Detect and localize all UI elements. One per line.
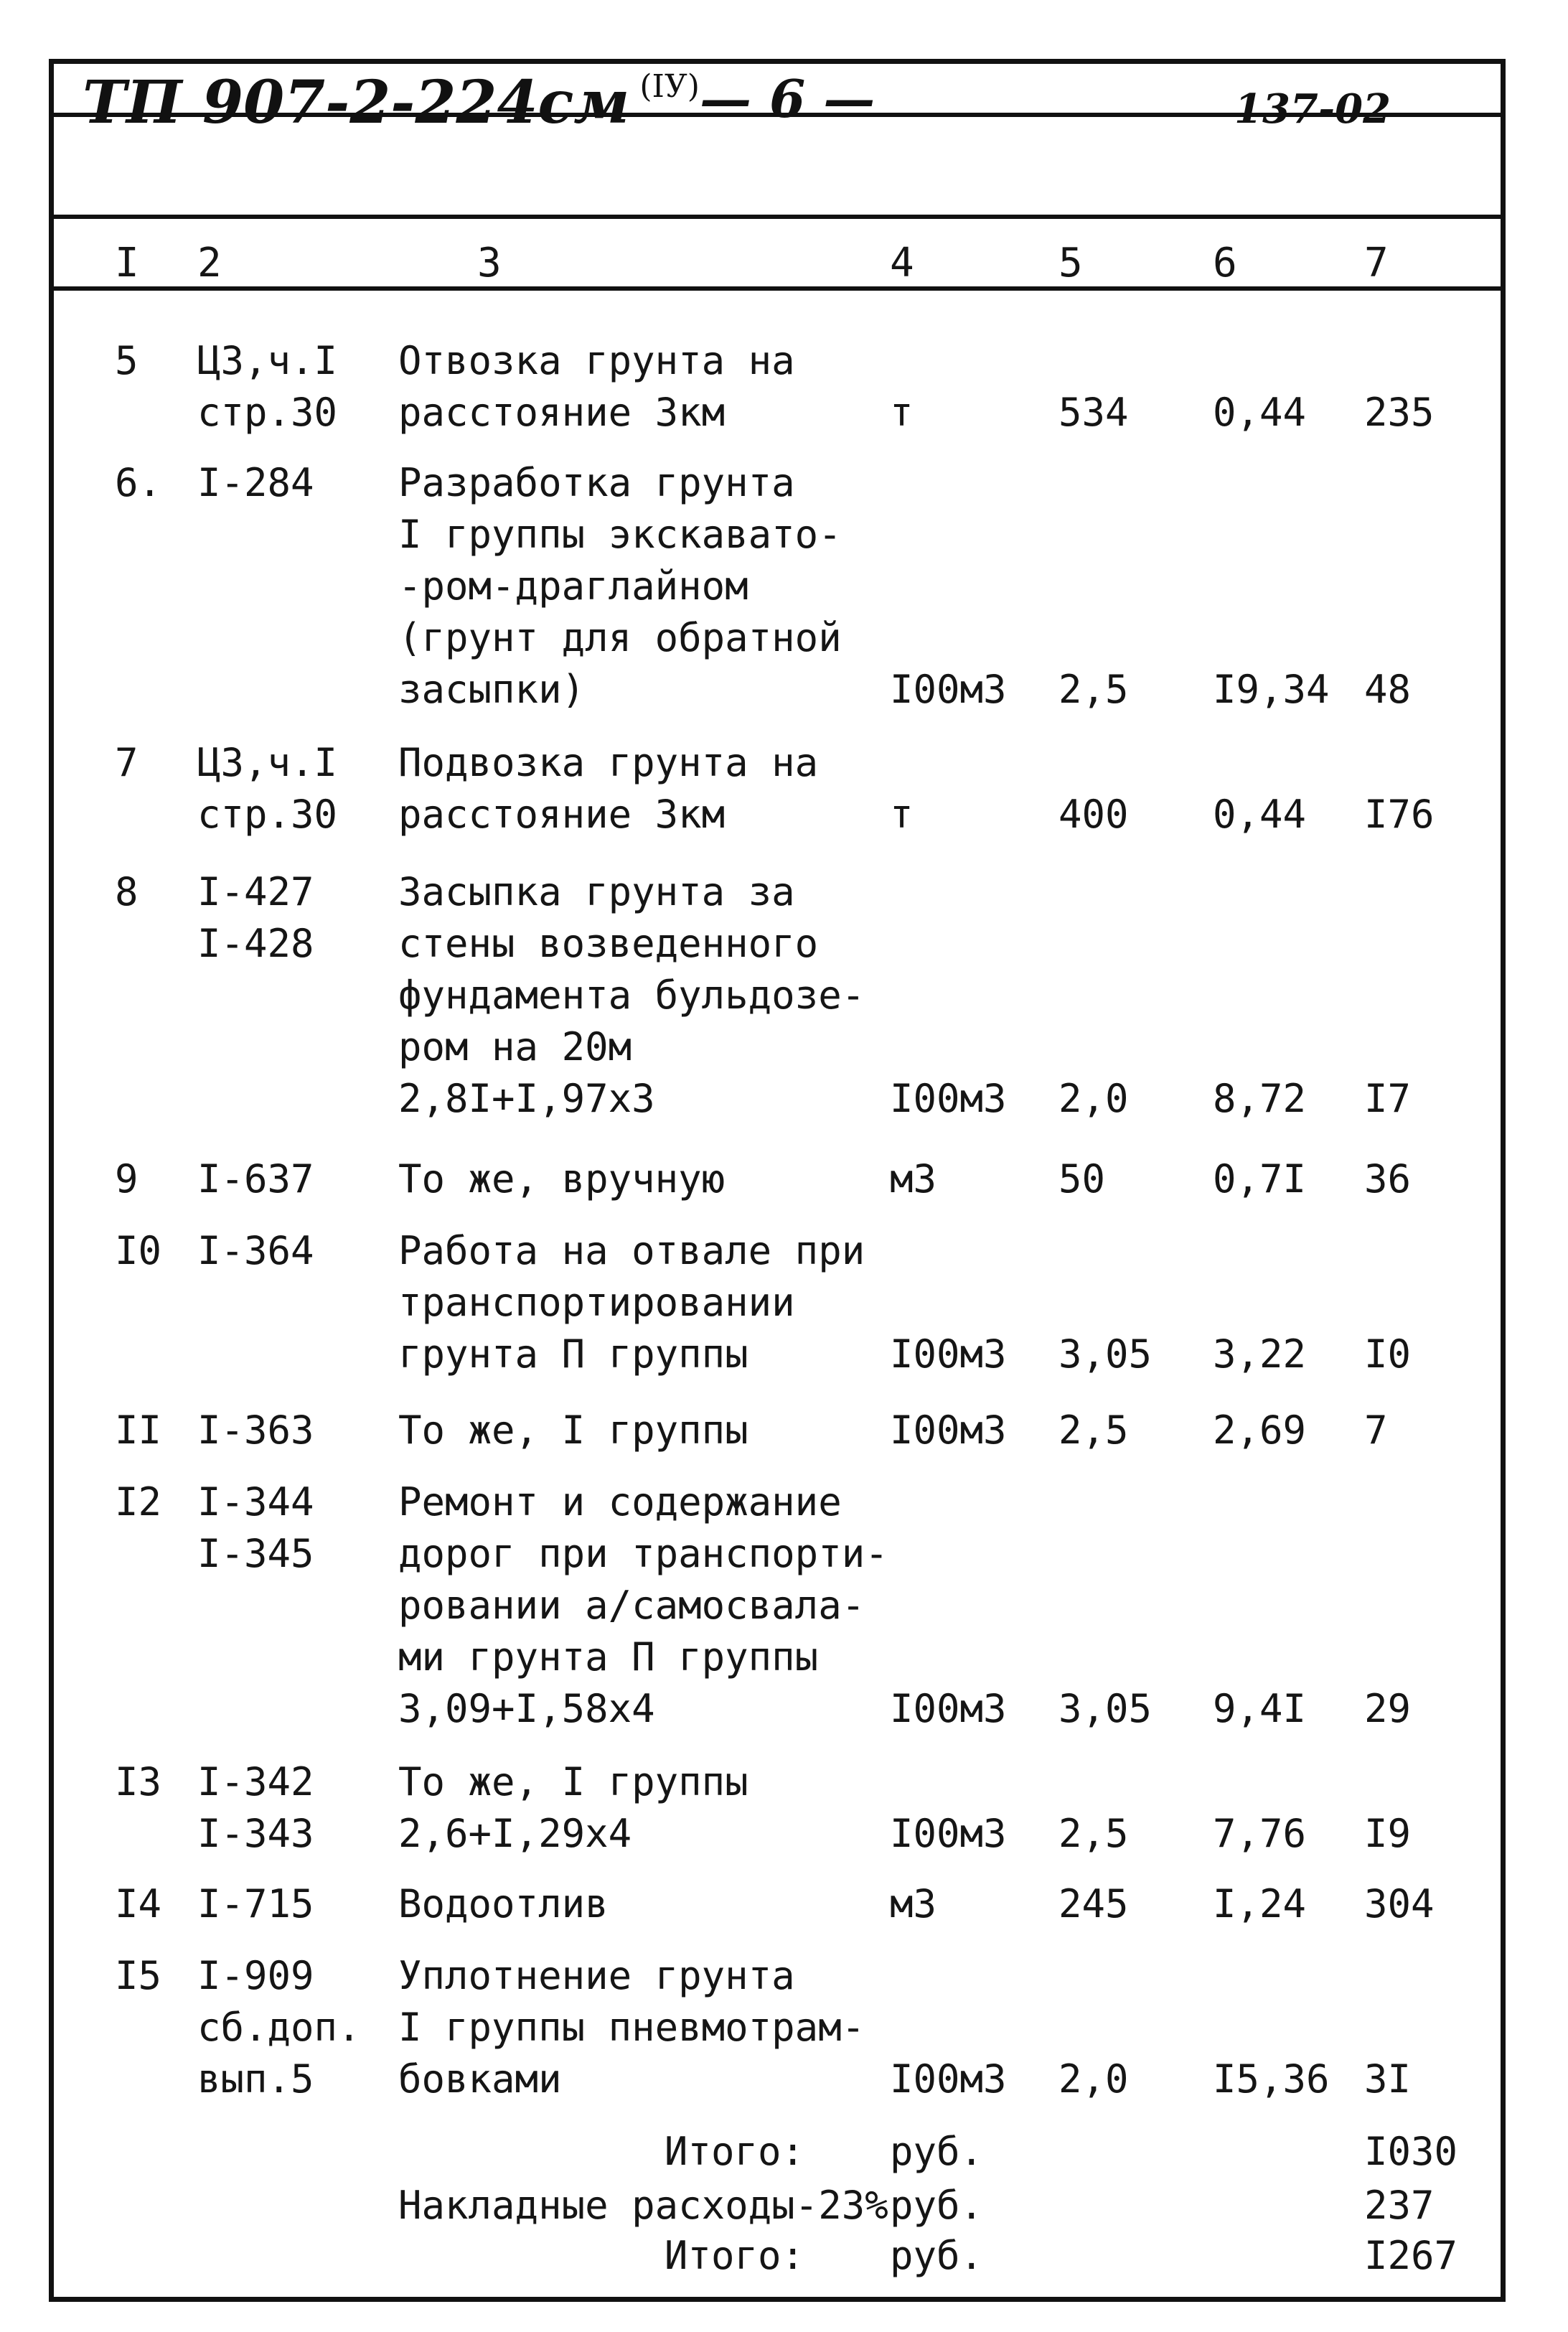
- column-header: I: [115, 240, 139, 286]
- unit-price-cell: 7,76: [1213, 1811, 1307, 1856]
- document-code-text: ТП 907-2-224см: [83, 68, 630, 137]
- column-header: 6: [1213, 240, 1237, 286]
- unit-price-cell: I9,34: [1213, 667, 1330, 712]
- unit-price-cell: I5,36: [1213, 2056, 1330, 2102]
- norm-reference: I-284: [197, 460, 314, 505]
- work-description: Разработка грунта: [398, 460, 795, 505]
- column-header: 3: [477, 240, 502, 286]
- work-description: ми грунта П группы: [398, 1634, 819, 1680]
- work-description: Отвозка грунта на: [398, 338, 795, 383]
- quantity-cell: 245: [1058, 1881, 1129, 1926]
- row-number: 9: [115, 1156, 139, 1202]
- total-cell: I7: [1364, 1076, 1412, 1121]
- work-description: I группы экскавато-: [398, 512, 842, 557]
- total-cell: I9: [1364, 1811, 1412, 1856]
- totals-unit: руб.: [890, 2183, 984, 2228]
- total-cell: 235: [1364, 390, 1435, 435]
- row-number: II: [115, 1408, 162, 1453]
- header-divider: [54, 113, 1501, 117]
- quantity-cell: 50: [1058, 1156, 1106, 1202]
- quantity-cell: 3,05: [1058, 1331, 1152, 1377]
- quantity-cell: 400: [1058, 792, 1129, 837]
- row-number: I5: [115, 1953, 162, 1998]
- unit-cell: I00м3: [890, 1076, 1007, 1121]
- work-description: Водоотлив: [398, 1881, 609, 1926]
- total-cell: 29: [1364, 1686, 1412, 1731]
- column-header: 4: [890, 240, 914, 286]
- unit-cell: м3: [890, 1156, 937, 1202]
- norm-reference: сб.доп.: [197, 2005, 361, 2050]
- series-number: 137-02: [1234, 85, 1391, 133]
- totals-label: Накладные расходы-23%: [398, 2183, 888, 2228]
- quantity-cell: 2,5: [1058, 1408, 1129, 1453]
- quantity-cell: 2,0: [1058, 2056, 1129, 2102]
- unit-price-cell: 0,44: [1213, 792, 1307, 837]
- unit-price-cell: 8,72: [1213, 1076, 1307, 1121]
- column-header: 2: [197, 240, 222, 286]
- row-number: I2: [115, 1479, 162, 1525]
- totals-value: 237: [1364, 2183, 1435, 2228]
- totals-value: I030: [1364, 2129, 1458, 2174]
- work-description: засыпки): [398, 667, 586, 712]
- unit-price-cell: 2,69: [1213, 1408, 1307, 1453]
- work-description: -ром-драглайном: [398, 563, 748, 609]
- column-header: 5: [1058, 240, 1083, 286]
- work-description: фундамента бульдозе-: [398, 973, 865, 1018]
- unit-cell: I00м3: [890, 667, 1007, 712]
- row-number: I0: [115, 1228, 162, 1273]
- quantity-cell: 2,5: [1058, 1811, 1129, 1856]
- row-number: I4: [115, 1881, 162, 1926]
- unit-cell: I00м3: [890, 2056, 1007, 2102]
- document-code: [83, 68, 700, 176]
- norm-reference: стр.30: [197, 390, 338, 435]
- work-description: Засыпка грунта за: [398, 869, 795, 914]
- work-description: стены возведенного: [398, 921, 819, 966]
- quantity-cell: 3,05: [1058, 1686, 1152, 1731]
- norm-reference: вып.5: [197, 2056, 314, 2102]
- quantity-cell: 2,0: [1058, 1076, 1129, 1121]
- unit-cell: м3: [890, 1881, 937, 1926]
- norm-reference: ЦЗ,ч.I: [197, 338, 338, 383]
- total-cell: 7: [1364, 1408, 1388, 1453]
- norm-reference: I-715: [197, 1881, 314, 1926]
- unit-price-cell: 0,44: [1213, 390, 1307, 435]
- work-description: транспортировании: [398, 1280, 795, 1325]
- work-description: Ремонт и содержание: [398, 1479, 842, 1525]
- work-description: расстояние 3км: [398, 792, 726, 837]
- unit-cell: т: [890, 390, 914, 435]
- unit-price-cell: 9,4I: [1213, 1686, 1307, 1731]
- norm-reference: I-637: [197, 1156, 314, 1202]
- norm-reference: I-428: [197, 921, 314, 966]
- row-number: 8: [115, 869, 139, 914]
- totals-label: Итого:: [664, 2233, 804, 2278]
- work-description: То же, I группы: [398, 1408, 748, 1453]
- total-cell: 304: [1364, 1881, 1435, 1926]
- norm-reference: I-343: [197, 1811, 314, 1856]
- totals-label: Итого:: [664, 2129, 804, 2174]
- work-description: Работа на отвале при: [398, 1228, 865, 1273]
- row-number: 6.: [115, 460, 162, 505]
- norm-reference: I-363: [197, 1408, 314, 1453]
- quantity-cell: 2,5: [1058, 667, 1129, 712]
- work-description: Подвозка грунта на: [398, 740, 819, 785]
- row-number: 5: [115, 338, 139, 383]
- work-description: бовками: [398, 2056, 562, 2102]
- norm-reference: I-342: [197, 1759, 314, 1804]
- unit-price-cell: 3,22: [1213, 1331, 1307, 1377]
- work-description: 2,8I+I,97x3: [398, 1076, 655, 1121]
- work-description: 2,6+I,29x4: [398, 1811, 632, 1856]
- unit-cell: т: [890, 792, 914, 837]
- norm-reference: I-427: [197, 869, 314, 914]
- total-cell: 48: [1364, 667, 1412, 712]
- total-cell: I76: [1364, 792, 1435, 837]
- work-description: (грунт для обратной: [398, 615, 842, 660]
- document-sheet: [49, 59, 1506, 2302]
- norm-reference: ЦЗ,ч.I: [197, 740, 338, 785]
- total-cell: I0: [1364, 1331, 1412, 1377]
- norm-reference: I-364: [197, 1228, 314, 1273]
- column-header: 7: [1364, 240, 1389, 286]
- total-cell: 3I: [1364, 2056, 1412, 2102]
- quantity-cell: 534: [1058, 390, 1129, 435]
- volume-label: (IУ): [639, 68, 700, 105]
- work-description: грунта П группы: [398, 1331, 748, 1377]
- unit-price-cell: I,24: [1213, 1881, 1307, 1926]
- norm-reference: I-344: [197, 1479, 314, 1525]
- unit-price-cell: 0,7I: [1213, 1156, 1307, 1202]
- unit-cell: I00м3: [890, 1686, 1007, 1731]
- norm-reference: стр.30: [197, 792, 338, 837]
- totals-unit: руб.: [890, 2233, 984, 2278]
- row-number: 7: [115, 740, 139, 785]
- work-description: ровании а/самосвала-: [398, 1583, 865, 1628]
- totals-value: I267: [1364, 2233, 1458, 2278]
- unit-cell: I00м3: [890, 1811, 1007, 1856]
- work-description: Уплотнение грунта: [398, 1953, 795, 1998]
- page-number: — 6 —: [700, 68, 875, 129]
- work-description: дорог при транспорти-: [398, 1531, 888, 1576]
- work-description: расстояние 3км: [398, 390, 726, 435]
- norm-reference: I-345: [197, 1531, 314, 1576]
- work-description: 3,09+I,58x4: [398, 1686, 655, 1731]
- work-description: I группы пневмотрам-: [398, 2005, 865, 2050]
- work-description: То же, I группы: [398, 1759, 748, 1804]
- work-description: ром на 20м: [398, 1024, 632, 1069]
- row-number: I3: [115, 1759, 162, 1804]
- work-description: То же, вручную: [398, 1156, 726, 1202]
- total-cell: 36: [1364, 1156, 1412, 1202]
- header-divider: [54, 215, 1501, 219]
- unit-cell: I00м3: [890, 1331, 1007, 1377]
- column-header-divider: [54, 286, 1501, 291]
- unit-cell: I00м3: [890, 1408, 1007, 1453]
- norm-reference: I-909: [197, 1953, 314, 1998]
- totals-unit: руб.: [890, 2129, 984, 2174]
